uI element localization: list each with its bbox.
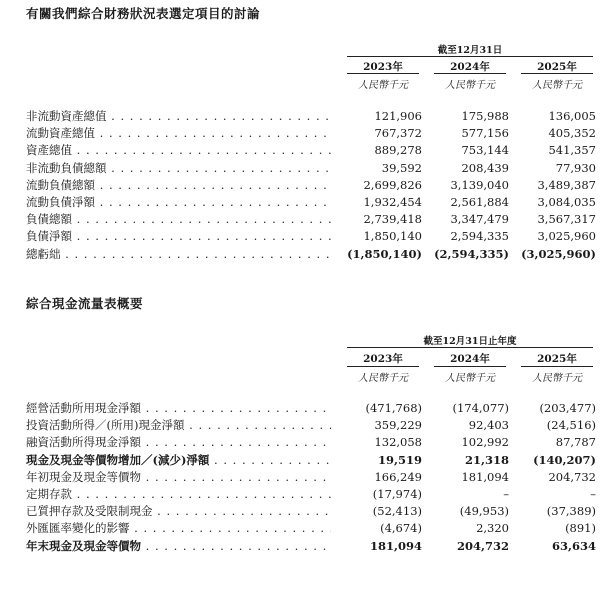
- balance-row-label: 流動資產總值 . . .: [26, 125, 331, 142]
- balance-row-value-2023: 767,372: [374, 126, 422, 141]
- balance-row-value-2023: 1,932,454: [363, 195, 422, 209]
- cashflow-row-value-2025: 87,787: [555, 435, 596, 450]
- balance-row-value-2023: 889,278: [374, 143, 422, 158]
- cashflow-row: [26, 503, 606, 520]
- balance-row-value-2024: 208,439: [461, 160, 509, 175]
- balance-row-value-2025: 3,489,387: [537, 177, 596, 192]
- balance-row: [26, 160, 606, 177]
- cashflow-row-label: 融資活動所得現金淨額 . . .: [26, 434, 331, 451]
- balance-row-value-2025: 541,357: [548, 143, 596, 158]
- balance-unit-2023: 人民幣千元: [358, 80, 408, 91]
- balance-row-value-2023: 1,850,140: [363, 229, 422, 244]
- cashflow-row-value-2023: 19,519: [377, 452, 422, 467]
- cashflow-row: [26, 520, 606, 537]
- balance-row-label: 流動負債淨額 . . .: [26, 194, 331, 211]
- balance-row-value-2024: 175,988: [461, 109, 509, 123]
- balance-row: [26, 211, 606, 228]
- cashflow-row-value-2024: 2,320: [476, 521, 509, 536]
- cashflow-row-value-2024: –: [503, 487, 509, 501]
- cashflow-row-label: 投資活動所得／(所用)現金淨額 . . .: [26, 417, 331, 434]
- balance-row-value-2023: 2,739,418: [363, 212, 422, 227]
- cashflow-row-value-2025: (140,207): [533, 452, 596, 467]
- cashflow-row-value-2024: (49,953): [459, 504, 509, 519]
- balance-row-value-2025: 3,084,035: [537, 195, 596, 209]
- cashflow-row-value-2023: 181,094: [369, 538, 422, 553]
- cashflow-row: [26, 434, 606, 451]
- cashflow-row-label: 現金及現金等價物增加／(減少)淨額 . . .: [26, 452, 331, 469]
- balance-row: [26, 246, 606, 263]
- balance-row-value-2023: 121,906: [374, 109, 422, 123]
- balance-row-label: 負債淨額 . . .: [26, 228, 331, 245]
- cashflow-unit-2024: 人民幣千元: [445, 373, 495, 384]
- cashflow-row-value-2024: 92,403: [468, 418, 509, 433]
- balance-row-value-2024: 2,594,335: [450, 229, 509, 244]
- cashflow-row: [26, 417, 606, 434]
- cashflow-row: [26, 400, 606, 417]
- cashflow-row-label: 年末現金及現金等價物 . . .: [26, 538, 331, 555]
- cashflow-row-label: 外匯匯率變化的影響 . . .: [26, 520, 331, 537]
- cashflow-row-value-2024: 204,732: [456, 538, 509, 553]
- cashflow-row-value-2025: (891): [565, 521, 596, 536]
- balance-row: [26, 228, 606, 245]
- balance-row-label: 負債總額 . . .: [26, 211, 331, 228]
- cashflow-row-value-2025: –: [590, 487, 596, 501]
- balance-row-value-2023: (1,850,140): [347, 246, 422, 261]
- balance-row-label: 非流動負債總額 . . .: [26, 160, 331, 177]
- balance-row-value-2025: 3,025,960: [537, 229, 596, 244]
- cashflow-year-rule-2023: [347, 366, 419, 367]
- cashflow-year-2023: 2023年: [363, 353, 403, 365]
- balance-row-value-2024: (2,594,335): [434, 246, 509, 261]
- balance-row: [26, 125, 606, 142]
- cashflow-year-rule-2024: [434, 366, 506, 367]
- balance-period-header: 截至12月31日: [437, 45, 503, 56]
- cashflow-row-value-2025: (203,477): [539, 401, 596, 415]
- cashflow-row-value-2024: 181,094: [461, 469, 509, 484]
- balance-year-rule-2023: [347, 73, 419, 74]
- cashflow-row-value-2023: (52,413): [372, 504, 422, 519]
- balance-row: [26, 194, 606, 211]
- cashflow-unit-2023: 人民幣千元: [358, 373, 408, 384]
- balance-unit-2024: 人民幣千元: [445, 80, 495, 91]
- balance-row: [26, 177, 606, 194]
- balance-row: [26, 142, 606, 159]
- cashflow-row-value-2023: 132,058: [374, 435, 422, 450]
- cashflow-period-header: 截至12月31日止年度: [423, 336, 517, 347]
- cashflow-row-value-2023: 359,229: [374, 418, 422, 433]
- cashflow-row: [26, 538, 606, 555]
- cashflow-row: [26, 469, 606, 486]
- cashflow-row-value-2025: 204,732: [548, 469, 596, 484]
- cashflow-row-value-2024: 21,318: [464, 452, 509, 467]
- cashflow-unit-2025: 人民幣千元: [532, 373, 582, 384]
- balance-row-value-2025: (3,025,960): [521, 246, 596, 261]
- cashflow-row-value-2024: (174,077): [452, 401, 509, 415]
- cashflow-row-label: 經營活動所用現金淨額 . . .: [26, 400, 331, 417]
- balance-year-2025: 2025年: [537, 61, 577, 73]
- balance-unit-2025: 人民幣千元: [532, 80, 582, 91]
- balance-row-value-2023: 39,592: [381, 160, 422, 175]
- balance-row-label: 資產總值 . . .: [26, 142, 331, 159]
- balance-row-label: 非流動資產總值 . . .: [26, 108, 331, 125]
- cashflow-row-label: 已質押存款及受限制現金 . . .: [26, 503, 331, 520]
- cashflow-year-rule-2025: [521, 366, 593, 367]
- cashflow-row-value-2025: (37,389): [546, 504, 596, 519]
- balance-row-label: 流動負債總額 . . .: [26, 177, 331, 194]
- cashflow-row: [26, 452, 606, 469]
- balance-row-value-2024: 2,561,884: [450, 195, 509, 209]
- balance-row-value-2025: 3,567,317: [537, 212, 596, 227]
- balance-row-value-2024: 3,139,040: [450, 177, 509, 192]
- cashflow-row-value-2023: (471,768): [365, 401, 422, 415]
- cashflow-row-value-2025: 63,634: [551, 538, 596, 553]
- cashflow-period-rule: [347, 347, 593, 348]
- cashflow-year-2025: 2025年: [537, 353, 577, 365]
- balance-row-value-2025: 136,005: [548, 109, 596, 123]
- balance-row: [26, 108, 606, 125]
- balance-year-2023: 2023年: [363, 61, 403, 73]
- balance-year-rule-2024: [434, 73, 506, 74]
- cashflow-row-value-2023: 166,249: [374, 469, 422, 484]
- cashflow-row-value-2025: (24,516): [546, 418, 596, 433]
- balance-row-value-2023: 2,699,826: [363, 177, 422, 192]
- balance-row-value-2025: 405,352: [548, 126, 596, 141]
- balance-row-value-2024: 753,144: [461, 143, 509, 158]
- balance-row-value-2024: 3,347,479: [450, 212, 509, 227]
- cashflow-row-label: 年初現金及現金等價物 . . .: [26, 469, 331, 486]
- balance-year-2024: 2024年: [450, 61, 490, 73]
- balance-year-rule-2025: [521, 73, 593, 74]
- balance-section-title: 有關我們綜合財務狀況表選定項目的討論: [26, 6, 261, 21]
- cashflow-year-2024: 2024年: [450, 353, 490, 365]
- balance-row-label: 總虧絀 . . .: [26, 246, 331, 263]
- cashflow-row-value-2024: 102,992: [461, 435, 509, 450]
- cashflow-row-label: 定期存款 . . .: [26, 486, 331, 503]
- cashflow-row-value-2023: (4,674): [380, 521, 422, 536]
- cashflow-row-value-2023: (17,974): [372, 487, 422, 501]
- balance-period-rule: [347, 56, 593, 57]
- cashflow-section-title: 綜合現金流量表概要: [26, 296, 144, 311]
- balance-row-value-2025: 77,930: [555, 160, 596, 175]
- balance-row-value-2024: 577,156: [461, 126, 509, 141]
- cashflow-row: [26, 486, 606, 503]
